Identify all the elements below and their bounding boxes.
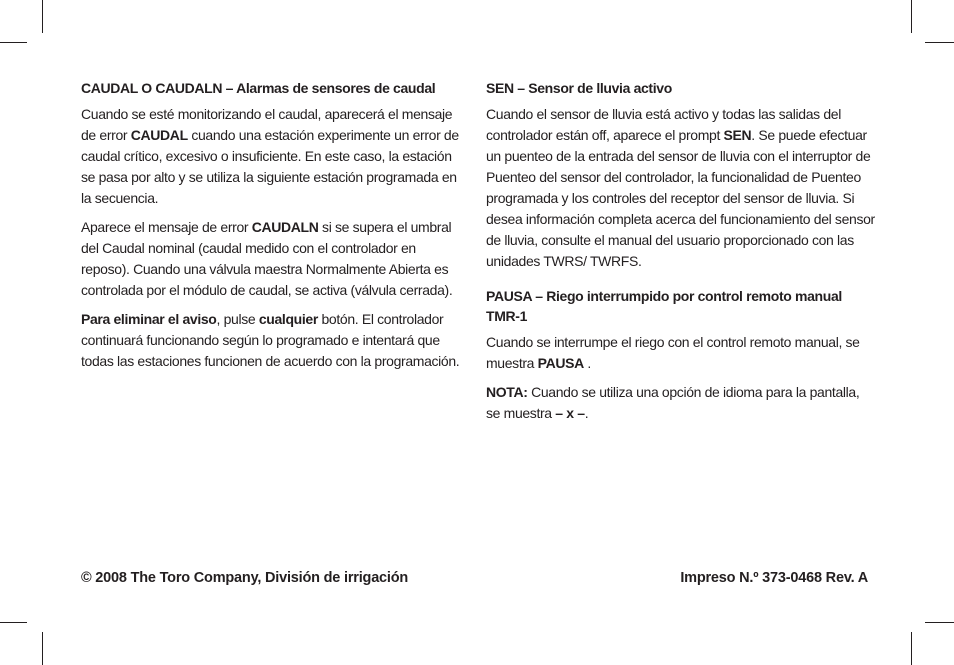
crop-mark bbox=[925, 42, 954, 43]
crop-mark bbox=[911, 0, 912, 33]
print-number-footer: Impreso N.º 373-0468 Rev. A bbox=[680, 570, 868, 586]
text-run: Aparece el mensaje de error bbox=[81, 219, 252, 235]
bold-term: CAUDALN bbox=[251, 219, 319, 235]
text-run: Cuando el sensor de lluvia está activo y todas las salidas del controlador están off, aparece el prompt bbox=[486, 106, 841, 143]
text-run: . bbox=[584, 405, 589, 421]
rain-sensor-paragraph bbox=[486, 104, 876, 272]
crop-mark bbox=[42, 0, 43, 33]
left-column bbox=[81, 78, 466, 380]
crop-mark bbox=[925, 622, 954, 623]
flow-nominal-paragraph bbox=[81, 217, 466, 301]
crop-mark bbox=[0, 622, 27, 623]
right-column bbox=[486, 78, 876, 432]
text-run: Cuando se utiliza una opción de idioma para la pantalla, se muestra bbox=[486, 384, 860, 421]
text-run: cuando una estación experimente un error de caudal crítico, excesivo o insuficiente. En este caso, la estación se pasa por alto y se utiliza la siguiente estación programada en la secuencia. bbox=[81, 127, 459, 206]
pause-paragraph bbox=[486, 332, 876, 374]
pause-heading: PAUSA – Riego interrumpido por control remoto manual TMR-1 bbox=[486, 288, 842, 324]
clear-alert-paragraph bbox=[81, 309, 466, 372]
text-run: , pulse bbox=[216, 311, 259, 327]
text-run: . bbox=[583, 355, 591, 371]
rain-sensor-heading: SEN – Sensor de lluvia activo bbox=[486, 80, 672, 96]
crop-mark bbox=[42, 632, 43, 665]
text-run: Cuando se interrumpe el riego con el control remoto manual, se muestra bbox=[486, 334, 860, 371]
bold-term: NOTA: bbox=[486, 384, 528, 400]
note-paragraph bbox=[486, 382, 876, 424]
crop-mark bbox=[0, 42, 27, 43]
text-run: Cuando se esté monitorizando el caudal, aparecerá el mensaje de error bbox=[81, 106, 453, 143]
crop-mark bbox=[911, 632, 912, 665]
text-run: si se supera el umbral del Caudal nominal (caudal medido con el controlador en reposo). Cuando una válvula maestra Normalmente Abierta es controlada por el módulo de caudal, se activa (válvula cerrada). bbox=[81, 219, 453, 298]
bold-term: PAUSA bbox=[537, 355, 584, 371]
copyright-footer: © 2008 The Toro Company, División de irrigación bbox=[81, 570, 409, 586]
text-run: botón. El controlador continuará funcionando según lo programado e intentará que todas las estaciones funcionen de acuerdo con la programación. bbox=[81, 311, 460, 369]
bold-term: Para eliminar el aviso bbox=[81, 311, 217, 327]
bold-term: cualquier bbox=[258, 311, 318, 327]
bold-term: – x – bbox=[555, 405, 585, 421]
flow-alarm-heading: CAUDAL O CAUDALN – Alarmas de sensores de caudal bbox=[81, 80, 436, 96]
text-run: . Se puede efectuar un puenteo de la entrada del sensor de lluvia con el interruptor de Puenteo del sensor del controlador, la funcionalidad de Puenteo programada y los controles del receptor del sensor de lluvia. Si desea información completa acerca del funcionamiento del sensor de lluvia, consulte el manual del usuario proporcionado con las unidades TWRS/ TWRFS. bbox=[486, 127, 875, 269]
bold-term: SEN bbox=[723, 127, 752, 143]
bold-term: CAUDAL bbox=[130, 127, 188, 143]
flow-alarm-paragraph bbox=[81, 104, 466, 209]
